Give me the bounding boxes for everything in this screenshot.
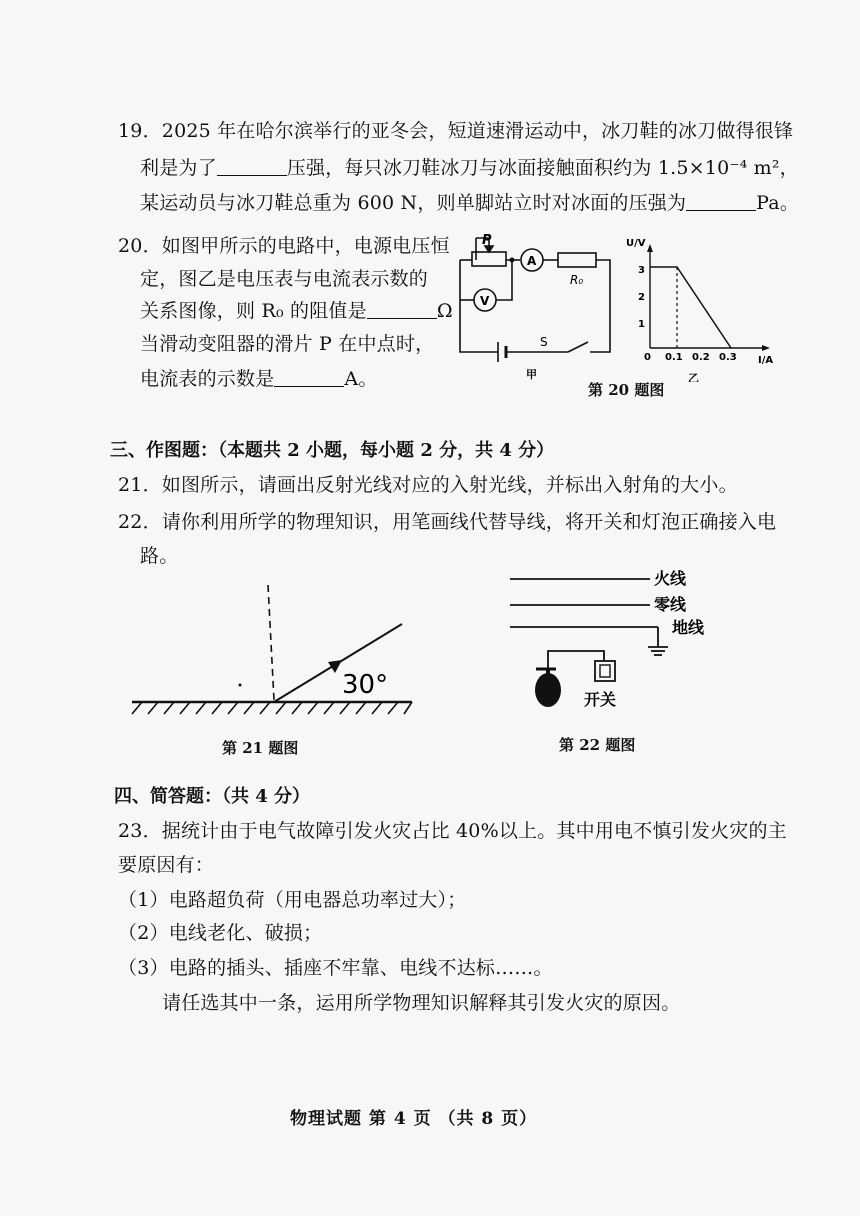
circuit-label-s: S	[540, 335, 548, 349]
reflected-ray-arrow-icon	[328, 660, 342, 673]
q20-line5: 电流表的示数是 A。	[140, 368, 378, 390]
graph-series-line	[650, 267, 731, 348]
neutral-wire-label: 零线	[654, 595, 687, 614]
q19-line1: 19．2025 年在哈尔滨举行的亚冬会，短道速滑运动中，冰刀鞋的冰刀做得很锋	[118, 120, 794, 142]
circuit-label-p: P	[482, 233, 492, 248]
q23-line1: 23．据统计由于电气故障引发火灾占比 40%以上。其中用电不慎引发火灾的主	[118, 820, 787, 842]
section3-title: 三、作图题：（本题共 2 小题，每小题 2 分，共 4 分）	[110, 440, 555, 461]
q19-number: 19．	[118, 120, 162, 142]
q22-line2: 路。	[140, 545, 179, 567]
q20-line1: 20．如图甲所示的电路中，电源电压恒	[118, 235, 450, 257]
q23-prompt: 请任选其中一条，运用所学物理知识解释其引发火灾的原因。	[162, 992, 681, 1014]
bulb-icon	[535, 673, 561, 707]
graph-xlabel: I/A	[758, 355, 774, 366]
q20-blank-1[interactable]	[367, 298, 437, 319]
q23-item-1: （1）电路超负荷（用电器总功率过大）；	[118, 889, 467, 911]
q23-item-2: （2）电线老化、破损；	[118, 922, 323, 944]
q21-text: 21．如图所示，请画出反射光线对应的入射光线，并标出入射角的大小。	[118, 474, 738, 496]
fig20-caption: 第 20 题图	[588, 381, 665, 399]
fig21-angle-label: 30°	[342, 670, 389, 700]
q20-line3: 关系图像，则 R₀ 的阻值是 Ω	[140, 300, 453, 322]
q23-line2: 要原因有：	[118, 854, 215, 876]
q23-number: 23．	[118, 820, 162, 842]
fig21-reflection	[130, 580, 430, 720]
q19-blank-1[interactable]	[217, 155, 287, 176]
switch-label: 开关	[584, 690, 617, 709]
graph-xtick-3: 0.3	[719, 352, 737, 363]
fig22-caption: 第 22 题图	[559, 736, 636, 754]
q23-item-3: （3）电路的插头、插座不牢靠、电线不达标……。	[118, 957, 553, 979]
q19-line3: 某运动员与冰刀鞋总重为 600 N，则单脚站立时对冰面的压强为 Pa。	[140, 192, 800, 214]
fig22-wiring	[500, 565, 720, 715]
q20-line4: 当滑动变阻器的滑片 P 在中点时，	[140, 333, 435, 355]
ammeter-symbol: A	[527, 254, 537, 268]
page-footer: 物理试题 第 4 页 （共 8 页）	[290, 1109, 538, 1129]
circuit-caption: 甲	[526, 368, 537, 381]
fig21-caption: 第 21 题图	[222, 739, 299, 757]
circuit-diagram	[448, 232, 628, 382]
graph-ytick-1: 1	[638, 319, 645, 330]
circuit-label-r0: R₀	[570, 273, 584, 287]
q20-line2: 定，图乙是电压表与电流表示数的	[140, 268, 429, 290]
q21-number: 21．	[118, 474, 162, 496]
graph-ytick-2: 2	[638, 292, 645, 303]
q22-number: 22．	[118, 511, 162, 533]
graph-ytick-3: 3	[638, 265, 645, 276]
q20-blank-2[interactable]	[274, 366, 344, 387]
live-wire-label: 火线	[654, 569, 687, 588]
ground-wire-label: 地线	[672, 618, 705, 637]
graph-u-i	[626, 232, 776, 382]
q19-blank-2[interactable]	[686, 190, 756, 211]
graph-xtick-1: 0.1	[665, 352, 683, 363]
q22-line1: 22．请你利用所学的物理知识，用笔画线代替导线，将开关和灯泡正确接入电	[118, 511, 777, 533]
graph-ylabel: U/V	[626, 238, 646, 249]
graph-xtick-2: 0.2	[692, 352, 710, 363]
graph-origin: 0	[644, 352, 651, 363]
graph-caption: 乙	[688, 372, 699, 382]
q19-line2: 利是为了 压强，每只冰刀鞋冰刀与冰面接触面积约为 1.5×10⁻⁴ m²，	[140, 157, 799, 179]
q20-number: 20．	[118, 235, 162, 257]
section4-title: 四、简答题：（共 4 分）	[114, 786, 311, 807]
voltmeter-symbol: V	[480, 294, 490, 308]
